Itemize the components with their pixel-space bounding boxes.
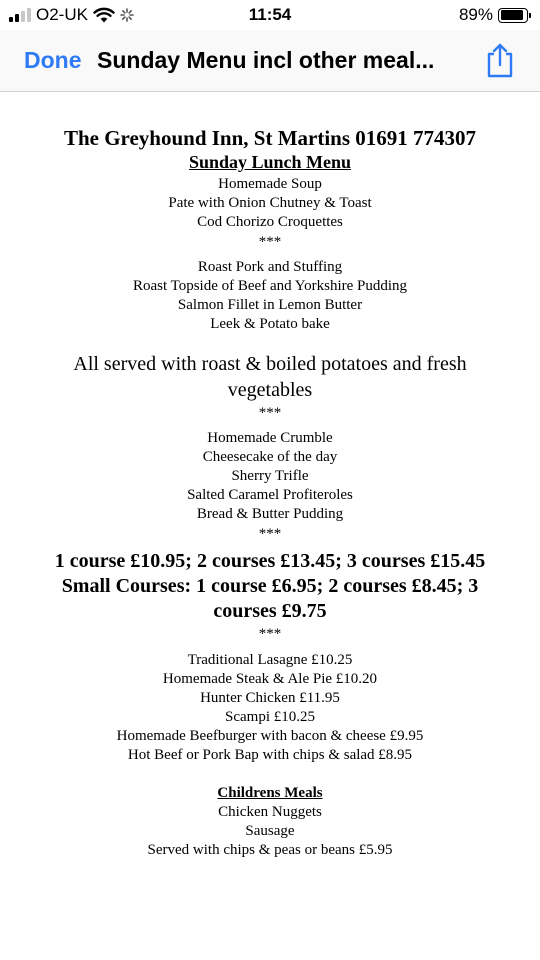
status-right [459, 5, 528, 25]
separator: *** [258, 234, 282, 250]
other-meal-item: Homemade Steak & Ale Pie £10.20 [162, 671, 378, 687]
course-prices: 1 course £10.95; 2 courses £13.45; 3 courses £15.45 Small Courses: 1 course £6.95; 2 courses £8.45; 3 courses £9.75 [54, 550, 486, 622]
navigation-bar [0, 30, 540, 92]
battery-percent: 89% [458, 5, 493, 24]
starter-item: Cod Chorizo Croquettes [197, 214, 343, 230]
dessert-item: Sherry Trifle [231, 468, 309, 484]
other-meal-item: Homemade Beefburger with bacon & cheese £9.95 [116, 728, 424, 744]
status-bar [0, 0, 540, 30]
done-button[interactable]: Done [24, 47, 82, 73]
other-meal-item: Hunter Chicken £11.95 [200, 690, 340, 706]
other-meal-item: Hot Beef or Pork Bap with chips & salad £8.95 [127, 747, 413, 763]
childrens-item: Sausage [245, 823, 295, 839]
carrier-name: O2-UK [36, 5, 88, 24]
dessert-item: Salted Caramel Profiteroles [187, 487, 353, 503]
separator: *** [258, 626, 282, 642]
main-item: Leek & Potato bake [210, 316, 330, 332]
starter-item: Homemade Soup [218, 176, 322, 192]
other-meal-item: Scampi £10.25 [225, 709, 315, 725]
served-with-note: All served with roast & boiled potatoes and fresh vegetables [73, 353, 467, 401]
battery-icon [498, 8, 528, 23]
childrens-item: Chicken Nuggets [218, 804, 322, 820]
dessert-item: Homemade Crumble [207, 430, 333, 446]
childrens-item: Served with chips & peas or beans £5.95 [147, 842, 393, 858]
separator: *** [258, 405, 282, 421]
main-item: Salmon Fillet in Lemon Butter [177, 297, 363, 313]
battery-level [501, 10, 523, 20]
childrens-meals-heading: Childrens Meals [217, 785, 323, 801]
dessert-item: Cheesecake of the day [202, 449, 338, 465]
separator: *** [258, 526, 282, 542]
document-title: Sunday Menu incl other meal... [97, 47, 435, 73]
main-item: Roast Pork and Stuffing [197, 259, 343, 275]
menu-subtitle: Sunday Lunch Menu [188, 152, 352, 172]
starter-item: Pate with Onion Chutney & Toast [168, 195, 372, 211]
status-time: 11:54 [248, 5, 292, 24]
dessert-item: Bread & Butter Pudding [196, 506, 344, 522]
other-meal-item: Traditional Lasagne £10.25 [187, 652, 353, 668]
main-item: Roast Topside of Beef and Yorkshire Pudding [132, 278, 408, 294]
share-icon[interactable] [484, 42, 516, 78]
menu-title: The Greyhound Inn, St Martins 01691 774307 [63, 126, 477, 150]
